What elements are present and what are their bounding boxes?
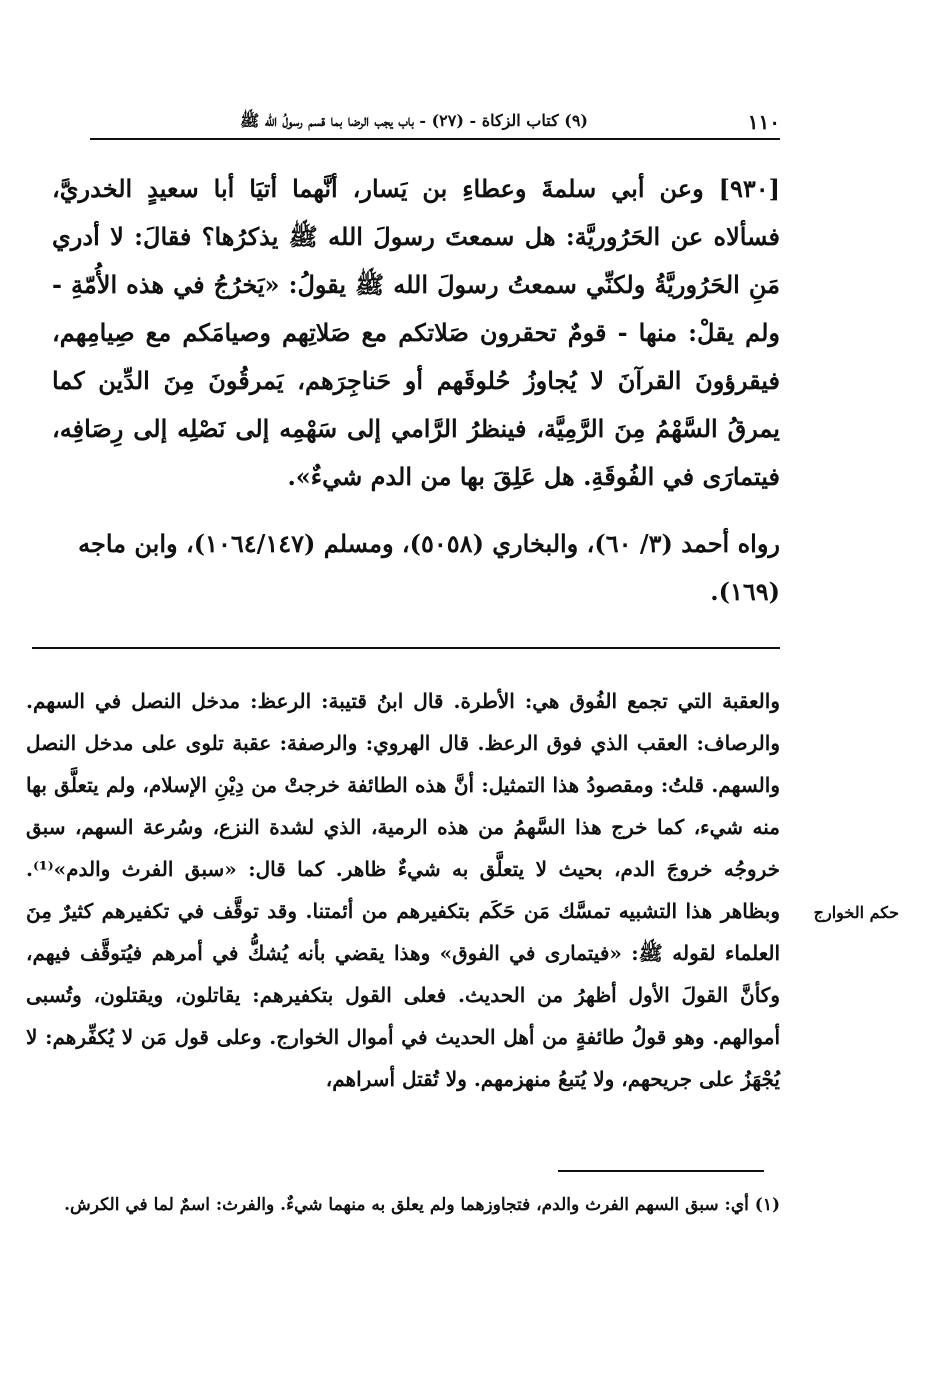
commentary-text: والعقبة التي تجمع الفُوق هي: الأطرة. قال ابنُ قتيبة: الرعظ: مدخل النصل في السهم. والرصاف: العقب الذي فوق الرعظ. قال الهروي: والرصفة: عقبة تلوى على مدخل النصل والسهم. قلتُ: ومقصودُ هذا التمثيل: أنَّ هذه الطائفة خرجتْ من دِيْنِ الإسلام، ولم يتعلَّق بها منه شيء، كما خرج هذا السَّهمُ من هذه الرمية، الذي لشدة النزع، وسُرعة السهم، سبق خروجُه خروجَ الدم، بحيث لا يتعلَّق به شيءٌ ظاهر. كما قال: «سبق الفرث والدم»⁽¹⁾. وبظاهر هذا التشبيه تمسَّك مَن حَكَم بتكفيرهم من أئمتنا. وقد توقَّف في تكفيرهم كثيرٌ مِنَ العلماء لقوله ﷺ: «فيتمارى في الفوق» وهذا يقضي بأنه يُشكُّ في أمرهم فيُتوقَّف فيهم، وكأنَّ القولَ الأول أظهرُ من الحديث. فعلى القول بتكفيرهم: يقاتلون، ويقتلون، وتُسبى أموالهم. وهو قولُ طائفةٍ من أهل الحديث في أموال الخوارج. وعلى قول مَن لا يُكفِّرهم: لا يُجْهَزُ على جريحهم، ولا يُتبعُ منهزمهم. ولا تُقتل أسراهم،	[26, 689, 780, 1091]
footnote-text: (١) أي: سبق السهم الفرث والدم، فتجاوزهما ولم يعلق به منهما شيءٌ. والفرث: اسمٌ لما في الكرش.	[64, 1195, 780, 1215]
running-head: (٩) كتاب الزكاة - (٢٧) - باب يجب الرضا بما قسم رسولُ الله ﷺ	[240, 111, 588, 130]
side-note: حكم الخوارج	[813, 903, 899, 922]
section-divider	[32, 647, 780, 649]
page-header	[90, 100, 780, 140]
hadith-text: [٩٣٠] وعن أبي سلمةَ وعطاءِ بن يَسار، أنَّهما أتيَا أبا سعيدٍ الخدريَّ، فسألاه عن الحَرُوريَّة: هل سمعتَ رسولَ الله ﷺ يذكرُها؟ فقالَ: لا أدري مَنِ الحَرُوريَّةُ ولكنِّي سمعتُ رسولَ الله ﷺ يقولُ: «يَخرُجُ في هذه الأُمّةِ - ولم يقلْ: منها - قومٌ تحقرون صَلاتكم مع صَلاتِهم وصيامَكم مع صِيامِهم، فيقرؤونَ القرآنَ لا يُجاوزُ حُلوقَهم أو حَناجِرَهم، يَمرقُونَ مِنَ الدِّين كما يمرقُ السَّهْمُ مِنَ الرَّمِيَّة، فينظرُ الرَّامي إلى سَهْمِه إلى نَصْلِه إلى رِصَافِه، فيتمارَى في الفُوقَةِ. هل عَلِقَ بها من الدم شيءٌ».	[52, 174, 780, 491]
page-number: ١١٠	[747, 110, 780, 134]
hadith-source: رواه أحمد (٣/ ٦٠)، والبخاري (٥٠٥٨)، ومسلم (١٠٦٤/١٤٧)، وابن ماجه (١٦٩).	[78, 529, 780, 606]
footnote-divider	[558, 1170, 764, 1172]
